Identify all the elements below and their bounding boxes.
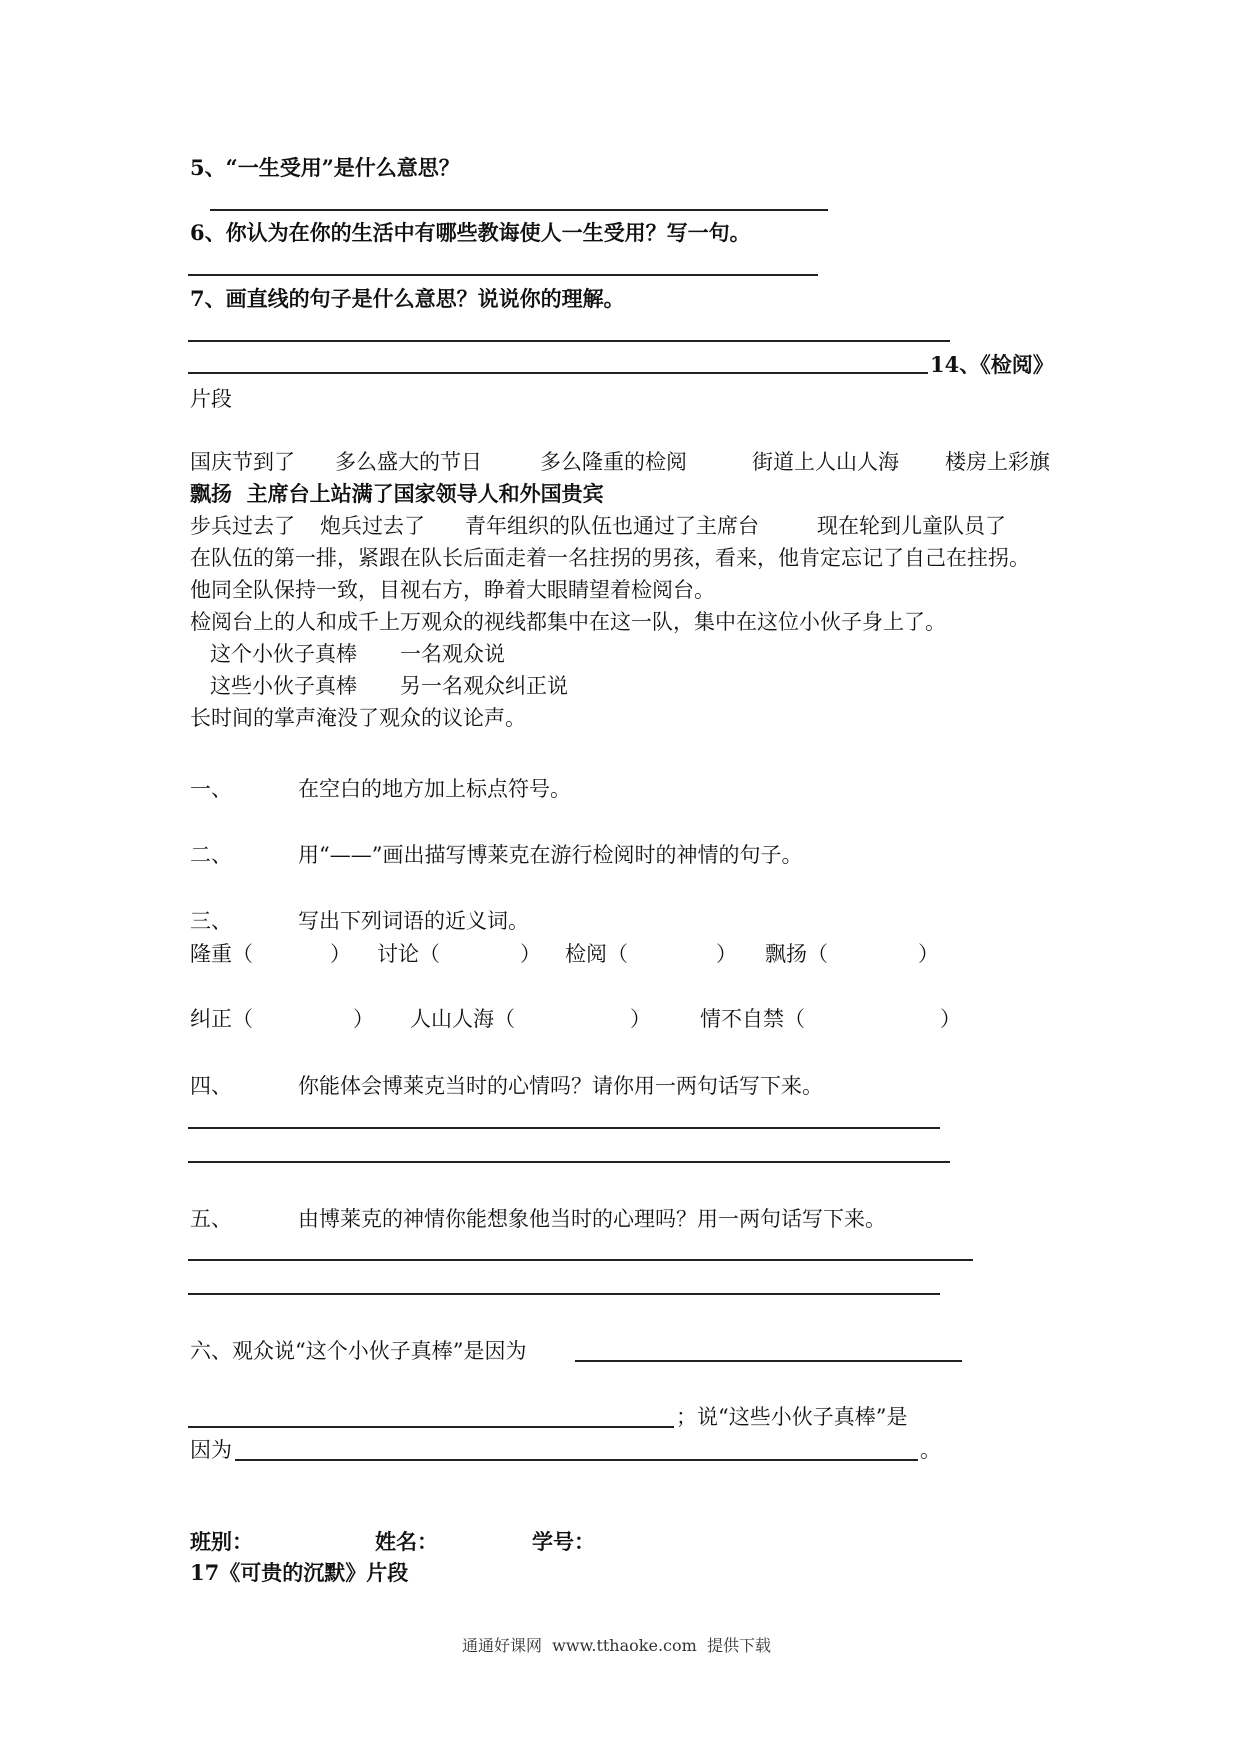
exercise-5-text: 由博莱克的神情你能想象他当时的心理吗？用一两句话写下来。 (298, 1207, 886, 1231)
answer-line[interactable] (575, 1360, 962, 1362)
answer-line[interactable] (188, 1259, 973, 1261)
passage-line-7-b: 一名观众说 (400, 642, 505, 666)
passage-line-8-a: 这些小伙子真棒 (210, 674, 357, 698)
passage-line-3-b: 炮兵过去了 (320, 514, 425, 538)
exercise-1-num: 一、 (190, 777, 232, 801)
section-14-title-cont: 片段 (190, 387, 232, 411)
passage-line-3-a: 步兵过去了 (190, 514, 295, 538)
exercise-6-a: 六、观众说“这个小伙子真棒”是因为 (190, 1339, 527, 1363)
passage-line-3-c: 青年组织的队伍也通过了主席台 (465, 514, 759, 538)
passage-line-8-b: 另一名观众纠正说 (400, 674, 568, 698)
exercise-1-text: 在空白的地方加上标点符号。 (298, 777, 571, 801)
section-17-title: 17《可贵的沉默》片段 (190, 1560, 409, 1585)
word-renshanrenhai: 人山人海（ (410, 1007, 515, 1031)
paren-close: ） (353, 1007, 374, 1031)
passage-line-7-a: 这个小伙子真棒 (210, 642, 357, 666)
passage-line-1-c: 多么隆重的检阅 (540, 450, 687, 474)
passage-line-9: 长时间的掌声淹没了观众的议论声。 (190, 706, 526, 730)
exercise-6-c: 因为 (190, 1438, 232, 1462)
answer-line[interactable] (188, 1426, 674, 1428)
exercise-6-b: ；说“这些小伙子真棒”是 (676, 1405, 908, 1429)
question-6: 6、你认为在你的生活中有哪些教诲使人一生受用？写一句。 (190, 220, 751, 245)
passage-line-6: 检阅台上的人和成千上万观众的视线都集中在这一队，集中在这位小伙子身上了。 (190, 610, 946, 634)
passage-line-1-b: 多么盛大的节日 (335, 450, 482, 474)
exercise-2-text: 用“——”画出描写博莱克在游行检阅时的神情的句子。 (298, 843, 803, 867)
passage-line-5: 他同全队保持一致，目视右方，睁着大眼睛望着检阅台。 (190, 578, 715, 602)
paren-close: ） (918, 942, 939, 966)
passage-line-3-d: 现在轮到儿童队员了 (817, 514, 1006, 538)
class-label: 班别： (190, 1529, 253, 1554)
paren-close: ） (630, 1007, 651, 1031)
name-label: 姓名： (375, 1529, 438, 1554)
question-7: 7、画直线的句子是什么意思？说说你的理解。 (190, 286, 625, 311)
exercise-4-num: 四、 (190, 1074, 232, 1098)
answer-line[interactable] (235, 1459, 918, 1461)
word-jiuzheng: 纠正（ (190, 1007, 253, 1031)
paren-close: ） (716, 942, 737, 966)
exercise-3-text: 写出下列词语的近义词。 (298, 909, 529, 933)
paren-close: ） (940, 1007, 961, 1031)
answer-line[interactable] (188, 1293, 940, 1295)
section-14-title: 14、《检阅》 (930, 352, 1054, 377)
question-5: 5、“一生受用”是什么意思？ (190, 155, 460, 180)
answer-line[interactable] (188, 372, 928, 374)
word-piaoyang: 飘扬（ (765, 942, 828, 966)
exercise-4-text: 你能体会博莱克当时的心情吗？请你用一两句话写下来。 (298, 1074, 823, 1098)
exercise-2-num: 二、 (190, 843, 232, 867)
exercise-5-num: 五、 (190, 1207, 232, 1231)
passage-line-1-a: 国庆节到了 (190, 450, 295, 474)
paren-close: ） (330, 942, 351, 966)
word-qingbuzijin: 情不自禁（ (700, 1007, 805, 1031)
exercise-3-num: 三、 (190, 909, 232, 933)
answer-line[interactable] (188, 274, 818, 276)
paren-close: ） (520, 942, 541, 966)
word-jianyue: 检阅（ (565, 942, 628, 966)
answer-line[interactable] (188, 1161, 950, 1163)
answer-line[interactable] (210, 209, 828, 211)
passage-line-4: 在队伍的第一排，紧跟在队长后面走着一名拄拐的男孩，看来，他肯定忘记了自己在拄拐。 (190, 546, 1030, 570)
exercise-6-d: 。 (920, 1438, 941, 1462)
footer-text: 通通好课网 www.tthaoke.com 提供下载 (462, 1636, 771, 1655)
passage-line-1-e: 楼房上彩旗 (945, 450, 1050, 474)
word-taolun: 讨论（ (377, 942, 440, 966)
answer-line[interactable] (188, 340, 950, 342)
passage-line-1-d: 街道上人山人海 (752, 450, 899, 474)
word-longzhong: 隆重（ (190, 942, 253, 966)
student-id-label: 学号： (532, 1529, 595, 1554)
passage-line-2: 飘扬 主席台上站满了国家领导人和外国贵宾 (190, 481, 604, 506)
answer-line[interactable] (188, 1127, 940, 1129)
